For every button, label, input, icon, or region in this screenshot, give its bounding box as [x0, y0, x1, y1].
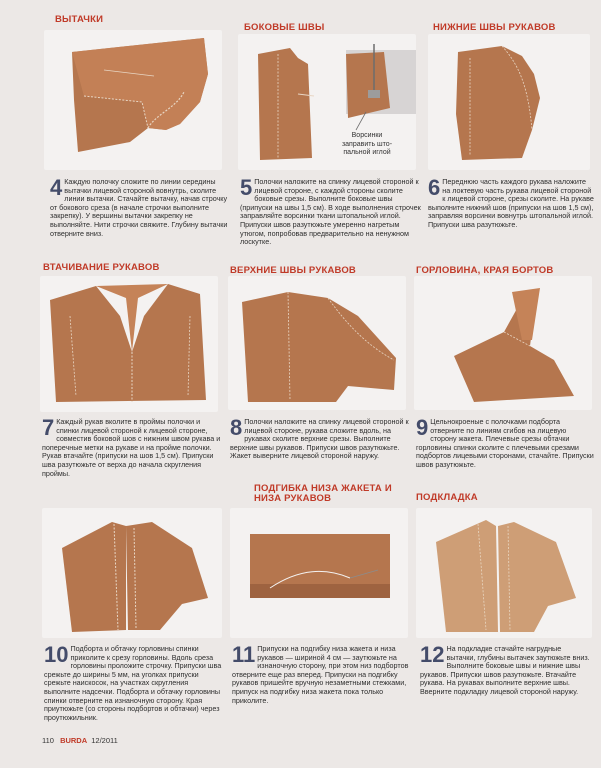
set-in-sleeves-illustration [40, 276, 218, 412]
sleeve-top-seams-illustration [228, 276, 406, 410]
page-number: 110 [42, 736, 54, 745]
photo-neckline-edges [414, 276, 592, 410]
step-text: Каждую полочку сложите по линии середины вытачки лицевой стороной вовнутрь, сколите линии вытачки. Стачайте вытачку, начав строчку от бокового среза (в начале строчки выполните закрепку). У вершины вытачки закрепку не выполняйте. Нити строчки свяжите. Глубину вытачки отверните вниз. [50, 177, 228, 238]
section-title-set-in-sleeves: ВТАЧИВАНИЕ РУКАВОВ [43, 262, 160, 273]
section-title-lining: ПОДКЛАДКА [416, 492, 478, 503]
brand-name: BURDA [60, 736, 88, 745]
lining-illustration [416, 508, 592, 638]
section-title-sleeve-under-seams: НИЖНИЕ ШВЫ РУКАВОВ [433, 22, 556, 33]
step-text: Каждый рукав вколите в проймы полочки и спинки лицевой стороной к лицевой стороне, совместив боковой шов с нижним швом рукава и поперечные метки на рукаве и на пройме полочки. Рукав втачайте (припуски на шов 1,5 см). Припуски шва разутюжьте от верха до начала скругления проймы. [42, 417, 221, 478]
photo-sleeve-under-seams [428, 34, 590, 170]
step-text: На подкладке стачайте нагрудные вытачки, глубины вытачек заутюжьте вниз. Выполните боковые швы и нижние швы рукавов. Припуски швов разутюжьте. Втачайте рукава. На рукавах выполните верхние швы. Вверните подкладку лицевой стороной наружу. [420, 644, 590, 696]
page-footer [42, 736, 118, 745]
step-text: Подборта и обтачку горловины спинки приколите к срезу горловины. Вдоль среза горловины проложите строчку. Припуски шва срежьте до ширины 5 мм, на уголках припуски срежьте наискосок, на участках скругления выполните надсечки. Подборта и обтачку горловины спинки отверните на изнаночную сторону. Края приутюжьте (со стороны подбортов и обтачки) через проутюжильник. [44, 644, 222, 722]
sleeve-under-seams-illustration [428, 34, 590, 170]
section-title-sleeve-top-seams: ВЕРХНИЕ ШВЫ РУКАВОВ [230, 265, 356, 276]
step-4 [50, 175, 228, 238]
photo-lining [416, 508, 592, 638]
step-10 [44, 642, 224, 722]
step-number: 10 [44, 642, 69, 667]
step-11 [232, 642, 410, 705]
step-12 [420, 642, 592, 697]
step-number: 4 [50, 175, 63, 200]
step-5 [240, 175, 424, 247]
photo-sleeve-top-seams [228, 276, 406, 410]
neckline-edges-illustration [414, 276, 592, 410]
section-title-neckline-edges: ГОРЛОВИНА, КРАЯ БОРТОВ [416, 265, 554, 276]
photo-darts [44, 30, 222, 170]
darts-illustration [44, 30, 222, 170]
step-text: Переднюю часть каждого рукава наложите на локтевую часть рукава лицевой стороной к лицевой стороне, срезы сколите. На рукаве выполните нижний шов (припуски на шов 1,5 см), заправляя ворсинки вовнутрь штопальной иглой. Припуски шва разутюжьте. [428, 177, 594, 229]
step-text: Припуски на подгибку низа жакета и низа рукавов — шириной 4 см — заутюжьте на изнаночную сторону, при этом низ подбортов отверните еще раз вперед. Припуски на подгибку рукавов пришейте вручную незаметными стежками, припуск на подгибку низа жакета пока только приколите. [232, 644, 409, 705]
photo-neck-facing [42, 508, 222, 638]
step-text: Цельнокроеные с полочками подборта отверните по линиям сгибов на лицевую сторону жакета. Плечевые срезы обтачки горловины спинки сколите с плечевыми срезами подбортов лицевыми сторонами, стачайте. Припуски швов разутюжьте. [416, 417, 594, 469]
step-number: 8 [230, 415, 243, 440]
callout-pins-note: Ворсинки заправить што-пальной иглой [336, 132, 398, 158]
step-text: Полочки наложите на спинку лицевой стороной к лицевой стороне, рукава сложите вдоль, на рукавах сколите верхние срезы. Выполните верхние швы рукавов. Припуски швов разутюжьте. Жакет выверните лицевой стороной наружу. [230, 417, 409, 461]
issue-number: 12/2011 [91, 736, 118, 745]
hems-illustration [230, 508, 408, 638]
step-8 [230, 415, 410, 461]
section-title-side-seams: БОКОВЫЕ ШВЫ [244, 22, 325, 33]
step-number: 12 [420, 642, 445, 667]
photo-hems [230, 508, 408, 638]
step-number: 7 [42, 415, 55, 440]
step-text: Полочки наложите на спинку лицевой стороной к лицевой стороне, с каждой стороны сколите боковые срезы. Выполните боковые швы (припуски на швы 1,5 см). В ходе выполнения строчек заправляйте ворсинки ткани штопальной иглой. Припуски швов разутюжьте умеренно нагретым утюгом, попробовав предварительно на ненужном лоскутке. [240, 177, 421, 247]
step-6 [428, 175, 594, 230]
step-number: 9 [416, 415, 429, 440]
section-title-hems: ПОДГИБКА НИЗА ЖАКЕТА И НИЗА РУКАВОВ [254, 483, 392, 504]
photo-set-in-sleeves [40, 276, 218, 412]
step-number: 11 [232, 642, 256, 667]
step-9 [416, 415, 594, 470]
step-number: 6 [428, 175, 441, 200]
section-title-darts: ВЫТАЧКИ [55, 14, 104, 25]
step-7 [42, 415, 222, 478]
neck-facing-illustration [42, 508, 222, 638]
step-number: 5 [240, 175, 253, 200]
